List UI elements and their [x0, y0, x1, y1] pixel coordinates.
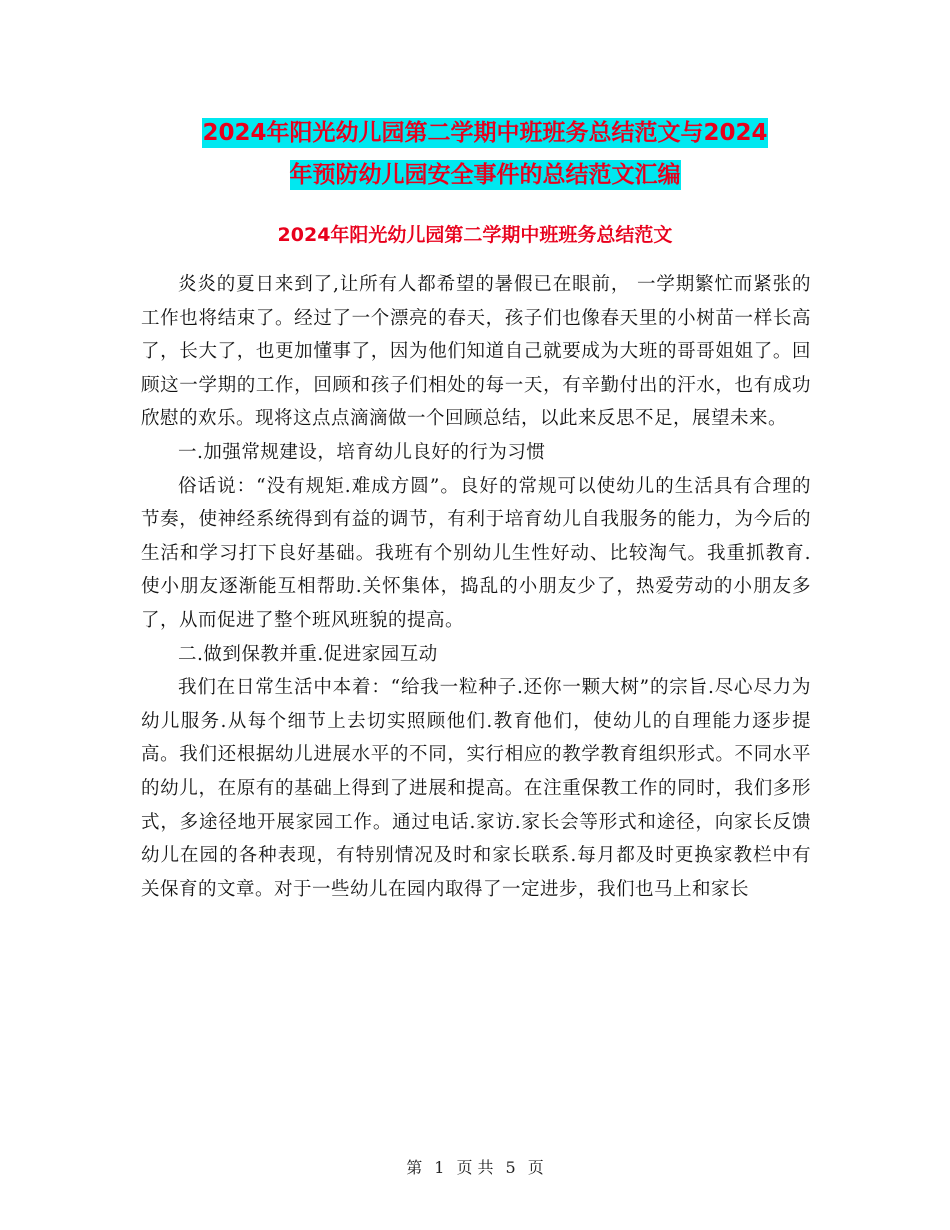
- document-title-line-2: 年预防幼儿园安全事件的总结范文汇编: [289, 162, 681, 188]
- footer-middle: 页 共: [456, 1158, 494, 1177]
- paragraph-intro: 炎炎的夏日来到了,让所有人都希望的暑假已在眼前， 一学期繁忙而紧张的工作也将结束了。经过了一个漂亮的春天，孩子们也像春天里的小树苗一样长高了，长大了，也更加懂事了，因为他们知道自己就要成为大班的哥哥姐姐了。回顾这一学期的工作，回顾和孩子们相处的每一天，有辛勤付出的汗水，也有成功欣慰的欢乐。现将这点点滴滴做一个回顾总结，以此来反思不足，展望未来。: [141, 274, 811, 430]
- section-title: 2024年阳光幼儿园第二学期中班班务总结范文: [277, 224, 673, 246]
- paragraph-routine: 俗话说：“没有规矩.难成方圆”。良好的常规可以使幼儿的生活具有合理的节奏，使神经系统得到有益的调节，有利于培育幼儿自我服务的能力，为今后的生活和学习打下良好基础。我班有个别幼儿生性好动、比较淘气。我重抓教育.使小朋友逐渐能互相帮助.关怀集体，捣乱的小朋友少了，热爱劳动的小朋友多了，从而促进了整个班风班貌的提高。: [141, 475, 811, 631]
- document-title: [140, 112, 830, 196]
- document-title-line-1: 2024年阳光幼儿园第二学期中班班务总结范文与2024: [202, 120, 768, 146]
- heading-care: 二.做到保教并重.促进家园互动: [178, 643, 438, 665]
- document-body: [141, 268, 811, 906]
- footer-suffix: 页: [527, 1158, 544, 1177]
- footer-page-number: 1: [434, 1158, 445, 1177]
- page-footer: [0, 1155, 950, 1178]
- paragraph-care: 我们在日常生活中本着：“给我一粒种子.还你一颗大树”的宗旨.尽心尽力为幼儿服务.从每个细节上去切实照顾他们.教育他们，使幼儿的自理能力逐步提高。我们还根据幼儿进展水平的不同，实行相应的教学教育组织形式。不同水平的幼儿，在原有的基础上得到了进展和提高。在注重保教工作的同时，我们多形式，多途径地开展家园工作。通过电话.家访.家长会等形式和途径，向家长反馈幼儿在园的各种表现，有特别情况及时和家长联系.每月都及时更换家教栏中有关保育的文章。对于一些幼儿在园内取得了一定进步，我们也马上和家长: [141, 677, 811, 900]
- footer-total-pages: 5: [505, 1158, 516, 1177]
- heading-routine: 一.加强常规建设，培育幼儿良好的行为习惯: [178, 441, 546, 463]
- footer-prefix: 第: [406, 1158, 423, 1177]
